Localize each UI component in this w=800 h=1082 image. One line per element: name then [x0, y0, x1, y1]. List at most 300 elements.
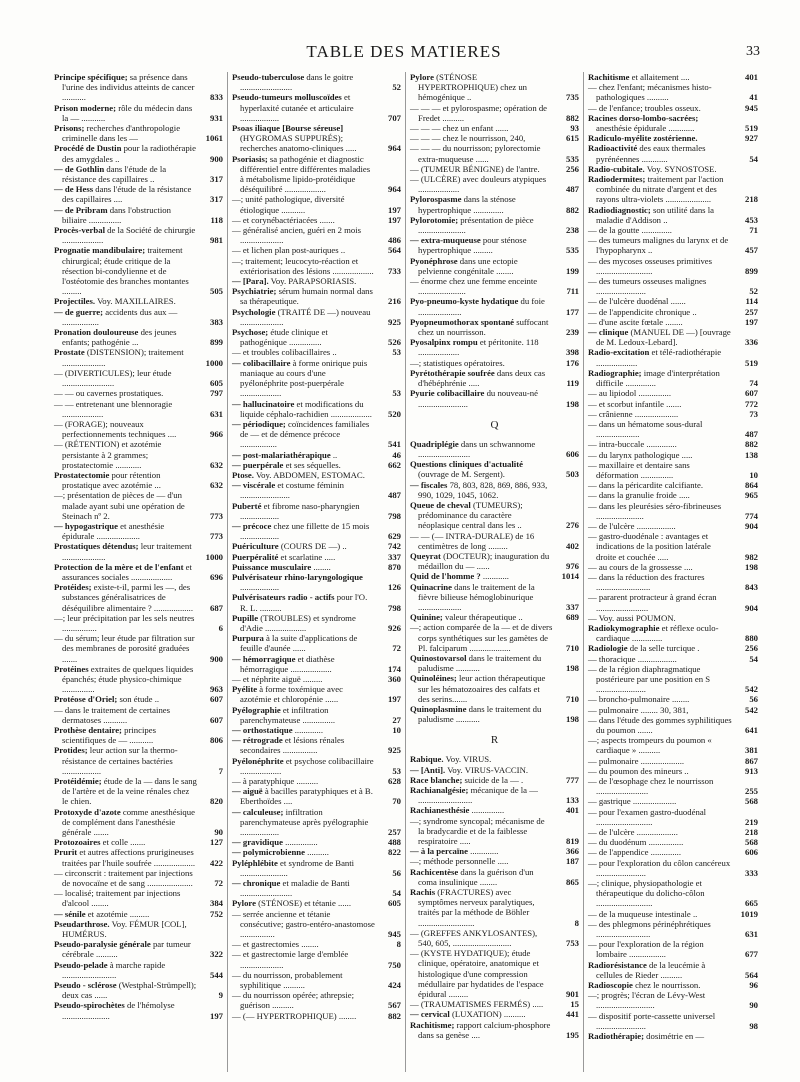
entry-page-ref: 176 — [565, 357, 579, 368]
index-entry — [232, 225, 401, 245]
entry-text: accidents dus aux — ................. — [62, 306, 178, 327]
entry-term: — gravidique — [232, 837, 283, 848]
entry-page-ref: 119 — [566, 378, 579, 389]
entry-page-ref: 9 — [218, 990, 223, 1001]
index-entry — [588, 858, 758, 878]
entry-term: — orthostatique — [232, 725, 293, 735]
index-entry — [232, 123, 401, 154]
entry-text: — dans un hématome sous-dural .................... — [588, 418, 703, 440]
entry-term: Rachitisme — [588, 72, 630, 82]
entry-text: — de l'appendicite chronique .. — [588, 306, 697, 317]
index-entry — [588, 960, 758, 980]
entry-text: ............ — [480, 571, 509, 582]
entry-term: — [Para]. — [232, 276, 269, 287]
entry-text: et lésions rénales secondaires ................ — [240, 735, 345, 756]
entry-page-ref: 422 — [209, 857, 223, 868]
entry-text: et autres affections prurigineuses traitées par l'huile soufrée ................... — [62, 847, 196, 868]
index-entry — [588, 531, 758, 562]
entry-text: .......... — [304, 847, 329, 858]
index-entry — [588, 715, 758, 735]
index-entry — [232, 909, 401, 940]
index-entry — [588, 276, 758, 296]
index-entry — [232, 847, 401, 857]
entry-text: — de la goutte .............. — [588, 225, 672, 236]
entry-page-ref: 127 — [209, 837, 223, 848]
entry-page-ref: 73 — [749, 408, 758, 419]
entry-term: — à la percaïne — [410, 846, 468, 857]
entry-text: (TROUBLES) et syndrome d'Adie ................... — [240, 612, 356, 633]
entry-term: Prisons; — [54, 123, 85, 134]
entry-term: — de Pribram — [54, 204, 108, 215]
index-entry — [588, 388, 758, 398]
index-entry — [54, 347, 223, 367]
entry-term: Racines dorso-lombo-sacrées; — [588, 112, 699, 123]
entry-text: à forme toxémique avec azotémie et chloropénie ...... — [240, 684, 343, 705]
index-entry — [54, 868, 223, 888]
entry-text: pour la radiothérapie des amygdales .. — [62, 143, 196, 164]
entry-page-ref: 900 — [209, 653, 223, 664]
entry-text: — (ULCÈRE) avec douleurs atypiques ................... — [410, 174, 547, 195]
entry-text: (DISTENSION); traitement .................... — [62, 347, 184, 368]
index-entry — [410, 805, 579, 815]
index-entry — [232, 256, 401, 276]
entry-text: comme anesthésique de complément dans l'anesthésie générale ....... — [62, 806, 195, 838]
entry-page-ref: 15 — [570, 999, 579, 1010]
entry-term: — aiguë — [232, 786, 263, 797]
entry-term: — périodique; — [232, 418, 286, 429]
index-entry — [588, 694, 758, 704]
entry-page-ref: 486 — [387, 235, 401, 246]
index-entry — [54, 776, 223, 807]
entry-page-ref: 966 — [209, 429, 223, 440]
entry-page-ref: 133 — [565, 795, 579, 806]
entry-term: Puériculture — [232, 541, 279, 552]
index-entry — [54, 919, 223, 939]
entry-page-ref: 317 — [209, 194, 223, 205]
entry-text: — (FORAGE); nouveaux perfectionnements techniques .... — [54, 418, 177, 440]
entry-text: anesthésie épidurale ............ — [596, 123, 695, 134]
entry-page-ref: 833 — [209, 92, 223, 103]
entry-text: dosimétrie en — — [643, 1031, 705, 1042]
entry-text: dans la sténose hypertrophique .............. — [418, 194, 516, 215]
entry-page-ref: 276 — [565, 520, 579, 531]
entry-term: Protéose d'Oriel; — [54, 694, 118, 705]
index-entry — [54, 296, 223, 306]
entry-text: — du nourrisson opérée; athrepsie; guérison .......... — [232, 990, 355, 1011]
entry-page-ref: 925 — [387, 316, 401, 327]
entry-term: — cervical — [410, 1009, 450, 1020]
entry-text: — dans la réduction des fractures ......................... — [588, 571, 705, 593]
entry-page-ref: 665 — [744, 898, 758, 909]
index-entry — [54, 613, 223, 633]
entry-page-ref: 174 — [387, 663, 401, 674]
entry-term: Radiographie; — [588, 367, 642, 378]
entry-page-ref: 72 — [392, 643, 401, 654]
entry-page-ref: 383 — [209, 316, 223, 327]
index-entry — [232, 990, 401, 1010]
index-entry — [232, 470, 401, 480]
entry-page-ref: 70 — [392, 796, 401, 807]
entry-page-ref: 488 — [387, 837, 401, 848]
entry-text: — (RÉTENTION) et azotémie persistante à 2 grammes; prostatectomie ............ — [54, 439, 162, 470]
entry-page-ref: 710 — [565, 642, 579, 653]
entry-page-ref: 197 — [387, 694, 401, 705]
index-entry — [54, 745, 223, 776]
entry-text: valeur thérapeutique .. — [442, 612, 523, 623]
entry-page-ref: 677 — [744, 949, 758, 960]
entry-text: — dans les pleurésies séro-fibrineuses ...................... — [588, 500, 722, 521]
entry-term: Quid de l'homme ? — [410, 571, 481, 582]
entry-term: Radiorésistance — [588, 959, 647, 970]
entry-term: Queue de cheval — [410, 499, 471, 510]
entry-page-ref: 187 — [565, 856, 579, 867]
entry-term: Pyosalpinx rompu — [410, 337, 478, 348]
entry-term: Quinine; — [410, 612, 443, 623]
entry-term: Puerpéralité — [232, 551, 279, 562]
entry-text: — serrée ancienne et tétanie consécutive; gastro-entéro-anastomose ................ — [232, 908, 375, 940]
entry-text: sérum humain normal dans sa thérapeutique. — [240, 286, 373, 307]
entry-text: et costume féminin ....................... — [240, 480, 344, 501]
entry-text: —; action comparée de la — et de divers corps synthétiques sur les gamètes de Pl. falciparum ................... — [410, 622, 553, 653]
index-column-2 — [228, 72, 406, 1072]
entry-page-ref: 1061 — [205, 133, 223, 144]
entry-text: — d'une ascite fœtale ........ — [588, 316, 683, 327]
entry-page-ref: 453 — [744, 214, 758, 225]
index-entry — [232, 154, 401, 195]
entry-text: pour l'O. R. L. .......... — [240, 592, 368, 613]
entry-text: à marche rapide ......................... — [62, 959, 166, 980]
entry-page-ref: 195 — [565, 1029, 579, 1040]
entry-page-ref: 54 — [392, 888, 401, 899]
index-entry — [54, 123, 223, 143]
index-entry — [588, 562, 758, 572]
entry-text: — du sérum; leur étude par filtration sur des membranes de porosité graduées ....... — [54, 633, 195, 664]
entry-page-ref: 198 — [565, 398, 579, 409]
entry-text: à la suite d'applications de feuille d'aunée ...... — [240, 633, 358, 654]
entry-page-ref: 568 — [744, 837, 758, 848]
entry-page-ref: 773 — [209, 510, 223, 521]
entry-term: Procédé de Dustin — [54, 143, 122, 154]
entry-page-ref: 198 — [565, 714, 579, 725]
entry-page-ref: 8 — [396, 939, 401, 950]
entry-text: leur traitement .................... — [62, 541, 192, 562]
index-entry — [410, 775, 579, 785]
entry-page-ref: 74 — [749, 378, 758, 389]
index-entry — [54, 327, 223, 347]
entry-text: — de l'ulcère .................. — [588, 520, 676, 531]
entry-text: — dans la péricardite calcifiante. — [588, 480, 704, 491]
entry-text: ............. — [468, 846, 499, 857]
entry-text: (STÉNOSE HYPERTROPHIQUE) chez un hémogénique .. — [418, 72, 528, 103]
entry-text: — au lipiodol ............... — [588, 388, 672, 399]
entry-page-ref: 687 — [209, 602, 223, 613]
index-entry — [410, 143, 579, 163]
entry-page-ref: 806 — [209, 735, 223, 746]
entry-term: Pylore — [232, 898, 256, 909]
index-entry — [232, 541, 401, 551]
index-entry — [232, 450, 401, 460]
entry-page-ref: 52 — [749, 286, 758, 297]
entry-page-ref: 735 — [565, 92, 579, 103]
entry-term: Pyopneumothorax spontané — [410, 316, 515, 327]
entry-page-ref: 360 — [387, 673, 401, 684]
index-entry — [54, 837, 223, 847]
entry-text: dans l'étude de la résistance des capillaires .... — [62, 184, 192, 205]
entry-text: — pour l'examen gastro-duodénal .......................... — [588, 806, 707, 827]
index-entry — [410, 174, 579, 194]
entry-text: (FRACTURES) avec symptômes nerveux paralytiques, traités par la méthode de Böhler .......................... — [418, 887, 535, 928]
index-entry — [588, 654, 758, 664]
entry-term: — clinique — [588, 327, 629, 338]
entry-text: — et néphrite aiguë ......... — [232, 673, 323, 684]
index-entry — [588, 521, 758, 531]
entry-text: Voy. FÉMUR [COL], HUMÉRUS. — [62, 918, 187, 940]
index-entry — [54, 939, 223, 959]
entry-term: — puerpérale — [232, 459, 284, 470]
entry-page-ref: 632 — [209, 459, 223, 470]
entry-text: et azotémie ......... — [85, 908, 150, 919]
entry-term: Quinostovarsol — [410, 652, 467, 663]
index-entry — [232, 358, 401, 399]
entry-page-ref: 641 — [744, 725, 758, 735]
index-entry — [232, 92, 401, 123]
index-entry — [410, 673, 579, 704]
entry-text: dans un schwannome ........................ — [418, 438, 536, 459]
entry-term: Radioscopie — [588, 980, 633, 991]
index-entry — [232, 347, 401, 357]
index-entry — [54, 184, 223, 204]
entry-page-ref: 487 — [387, 490, 401, 501]
entry-term: Radiculo-myélite zostérienne. — [588, 133, 698, 144]
entry-page-ref: 899 — [744, 265, 758, 276]
entry-text: — pour l'exploration du côlon cancéreux ....................... — [588, 857, 731, 878]
entry-term: Rachicentèse — [410, 866, 459, 877]
entry-term: — de guerre; — [54, 306, 104, 317]
entry-page-ref: 333 — [744, 867, 758, 878]
entry-text: —; clinique, physiopathologie et thérapeutique du dolicho-côlon .......................... — [588, 878, 705, 909]
entry-text: et modifications du liquide céphalo-rachidien ................... — [240, 398, 372, 419]
entry-page-ref: 10 — [392, 725, 401, 735]
index-entry — [410, 785, 579, 805]
entry-text: (STÉNOSE) et tétanie ...... — [255, 898, 352, 909]
index-entry — [410, 856, 579, 866]
entry-text: dans l'étude de la résistance des capillaires .. — [62, 163, 167, 185]
entry-page-ref: 398 — [565, 347, 579, 358]
index-entry — [232, 939, 401, 949]
entry-page-ref: 880 — [744, 633, 758, 644]
entry-term: Pyléphlébite — [232, 857, 278, 868]
entry-term: Radio-cubitale. — [588, 163, 645, 174]
entry-text: image d'interprétation difficile .............. — [596, 367, 720, 389]
entry-text: — du larynx pathologique ..... — [588, 449, 693, 460]
entry-page-ref: 402 — [565, 540, 579, 551]
entry-text: — énorme chez une femme enceinte ...................... — [410, 276, 538, 297]
entry-page-ref: 366 — [565, 846, 579, 857]
entry-page-ref: 197 — [387, 214, 401, 225]
entry-page-ref: 199 — [565, 265, 579, 276]
entry-page-ref: 711 — [566, 286, 579, 297]
entry-page-ref: 126 — [387, 582, 401, 593]
entry-text: et infiltration parenchymateuse ............... — [240, 704, 336, 725]
index-entry — [232, 592, 401, 612]
entry-page-ref: 118 — [210, 214, 223, 225]
entry-text: —; statistiques opératoires. — [410, 357, 505, 368]
index-entry — [410, 500, 579, 531]
index-entry — [410, 551, 579, 571]
entry-page-ref: 177 — [565, 306, 579, 317]
entry-term: Pulvérisateurs radio - actifs — [232, 592, 335, 603]
entry-page-ref: 256 — [565, 163, 579, 174]
entry-page-ref: 631 — [209, 408, 223, 419]
index-entry — [232, 276, 401, 286]
index-entry — [410, 480, 579, 500]
entry-text: — intra-buccale .............. — [588, 439, 677, 450]
index-entry — [410, 72, 579, 103]
entry-text: et télé-radiothérapie ................... — [596, 347, 722, 368]
entry-page-ref: 6 — [218, 622, 223, 633]
entry-page-ref: 336 — [744, 337, 758, 348]
index-entry — [54, 664, 223, 695]
index-entry — [232, 552, 401, 562]
index-entry — [232, 521, 401, 541]
entry-page-ref: 519 — [744, 357, 758, 368]
entry-text: leur action sur la thermo-résistance de certaines bactéries .................. — [62, 745, 178, 776]
entry-text: .. — [330, 449, 338, 460]
index-entry — [588, 501, 758, 521]
entry-text: — circonscrit : traitement par injections de novocaïne et de sang ..................... — [54, 867, 193, 889]
entry-page-ref: 216 — [387, 296, 401, 307]
entry-page-ref: 197 — [209, 1010, 223, 1021]
entry-page-ref: 197 — [744, 316, 758, 327]
entry-text: et péritonite. 118 ................... — [418, 337, 539, 358]
index-entry — [410, 439, 579, 459]
entry-text: dans le goitre ........................ — [240, 72, 354, 93]
entry-text: (Westphal-Strümpell); deux cas ...... — [62, 980, 197, 1001]
entry-page-ref: 7 — [218, 765, 223, 776]
entry-page-ref: 798 — [387, 510, 401, 521]
entry-page-ref: 1019 — [740, 908, 758, 919]
entry-text: — maxillaire et dentaire sans déformation ............... — [588, 459, 690, 480]
entry-term: Ptose. — [232, 469, 254, 480]
entry-text: (HYGROMAS SUPPURÉS); recherches anatomo-cliniques ..... — [240, 133, 357, 154]
entry-text: Voy. SYNOSTOSE. — [644, 163, 717, 174]
entry-term: Rabique. — [410, 754, 444, 765]
entry-text: — de l'œsophage chez le nourrisson ........................ — [588, 776, 714, 797]
index-entry — [410, 133, 579, 143]
entry-page-ref: 10 — [749, 469, 758, 480]
entry-page-ref: 93 — [570, 123, 579, 134]
entry-text: et allaitement .... — [629, 72, 690, 82]
entry-text: — pour l'exploration de la région lombaire ................. — [588, 939, 704, 960]
entry-page-ref: 1000 — [205, 357, 223, 368]
entry-text: — broncho-pulmonaire ........ — [588, 694, 690, 705]
entry-term: Queyrat — [410, 550, 441, 561]
entry-text: Voy. VIRUS. — [443, 754, 492, 765]
index-entry — [588, 82, 758, 102]
index-entry — [232, 399, 401, 419]
entry-page-ref: 774 — [744, 510, 758, 521]
entry-page-ref: 777 — [565, 774, 579, 785]
index-entry — [54, 1000, 223, 1020]
entry-term: Pseudo-tumeurs molluscoïdes — [232, 92, 342, 103]
entry-page-ref: 337 — [387, 551, 401, 562]
entry-text: —; traitement; leucocyto-réaction et extériorisation des lésions ................... — [232, 255, 374, 276]
entry-text: dans le traitement du paludisme ........... — [418, 652, 542, 674]
entry-term: Prison moderne; — [54, 102, 117, 113]
entry-page-ref: 487 — [744, 429, 758, 440]
index-entry — [232, 286, 401, 306]
entry-page-ref: 696 — [209, 571, 223, 582]
entry-page-ref: 820 — [209, 796, 223, 807]
index-entry — [588, 735, 758, 755]
index-columns — [50, 72, 762, 1072]
entry-page-ref: 564 — [744, 969, 758, 980]
entry-page-ref: 56 — [749, 694, 758, 705]
entry-page-ref: 900 — [209, 153, 223, 164]
entry-page-ref: 54 — [749, 153, 758, 164]
index-entry — [410, 531, 579, 551]
entry-term: Psychologie — [232, 306, 276, 317]
entry-page-ref: 899 — [209, 337, 223, 348]
entry-term: Psoas iliaque [Bourse séreuse] — [232, 123, 344, 134]
entry-page-ref: 257 — [744, 306, 758, 317]
entry-text: et réflexe oculo-cardiaque .............. — [596, 622, 719, 644]
index-entry — [54, 490, 223, 521]
entry-text: ........ — [311, 561, 331, 572]
entry-page-ref: 733 — [387, 265, 401, 276]
entry-text: et scarlatine ..... — [278, 551, 336, 562]
entry-page-ref: 605 — [387, 898, 401, 909]
entry-text: — de la région diaphragmatique postérieure par une position en S ....................... — [588, 663, 711, 695]
entry-text: — — (— INTRA-DURALE) de 16 centimètres de long ......... — [410, 530, 535, 551]
index-entry — [232, 460, 401, 470]
entry-page-ref: 870 — [387, 561, 401, 572]
index-entry — [588, 572, 758, 592]
index-entry — [54, 980, 223, 1000]
entry-term: Pylorotomie; — [410, 214, 459, 225]
index-entry — [54, 388, 223, 398]
entry-term: Radio-excitation — [588, 347, 650, 358]
entry-text: — Voy. aussi POUMON. — [588, 612, 676, 623]
entry-text: — du poumon des mineurs .. — [588, 765, 689, 776]
entry-text: sa pathogénie et diagnostic différentiel entre différentes maladies à métabolisme lipido-protéidique déséquilibré ................... — [240, 153, 371, 195]
entry-term: Quinoplasmine — [410, 703, 467, 714]
index-entry — [410, 846, 579, 856]
entry-text: — — entretenant une blennoragie ................... — [54, 398, 173, 419]
entry-term: Pseudo-spirochètes — [54, 1000, 125, 1011]
entry-term: Projectiles. — [54, 296, 96, 307]
index-entry — [54, 960, 223, 980]
entry-text: — et scorbut infantile ....... — [588, 398, 682, 409]
entry-text: — (TUMEUR BÉNIGNE) de l'antre. — [410, 163, 540, 174]
entry-term: Radiologie — [588, 643, 628, 654]
entry-text: suffocant chez un nourrisson. — [418, 316, 549, 338]
entry-term: Rachianalgésie; — [410, 785, 469, 795]
entry-term: Pyélographie — [232, 704, 281, 715]
entry-page-ref: 542 — [744, 704, 758, 715]
entry-term: Pyrétothérapie soufrée — [410, 367, 495, 378]
entry-text: chez le nourrisson. — [632, 980, 701, 991]
index-entry — [588, 776, 758, 796]
entry-text: — de l'ulcère duodénal ....... — [588, 296, 686, 307]
entry-text: — et gastrectomies ........ — [232, 939, 319, 950]
index-entry — [54, 888, 223, 908]
entry-page-ref: 904 — [744, 520, 758, 531]
entry-page-ref: 945 — [387, 929, 401, 940]
index-entry — [410, 256, 579, 276]
entry-term: — hallucinatoire — [232, 398, 295, 409]
index-entry — [588, 409, 758, 419]
